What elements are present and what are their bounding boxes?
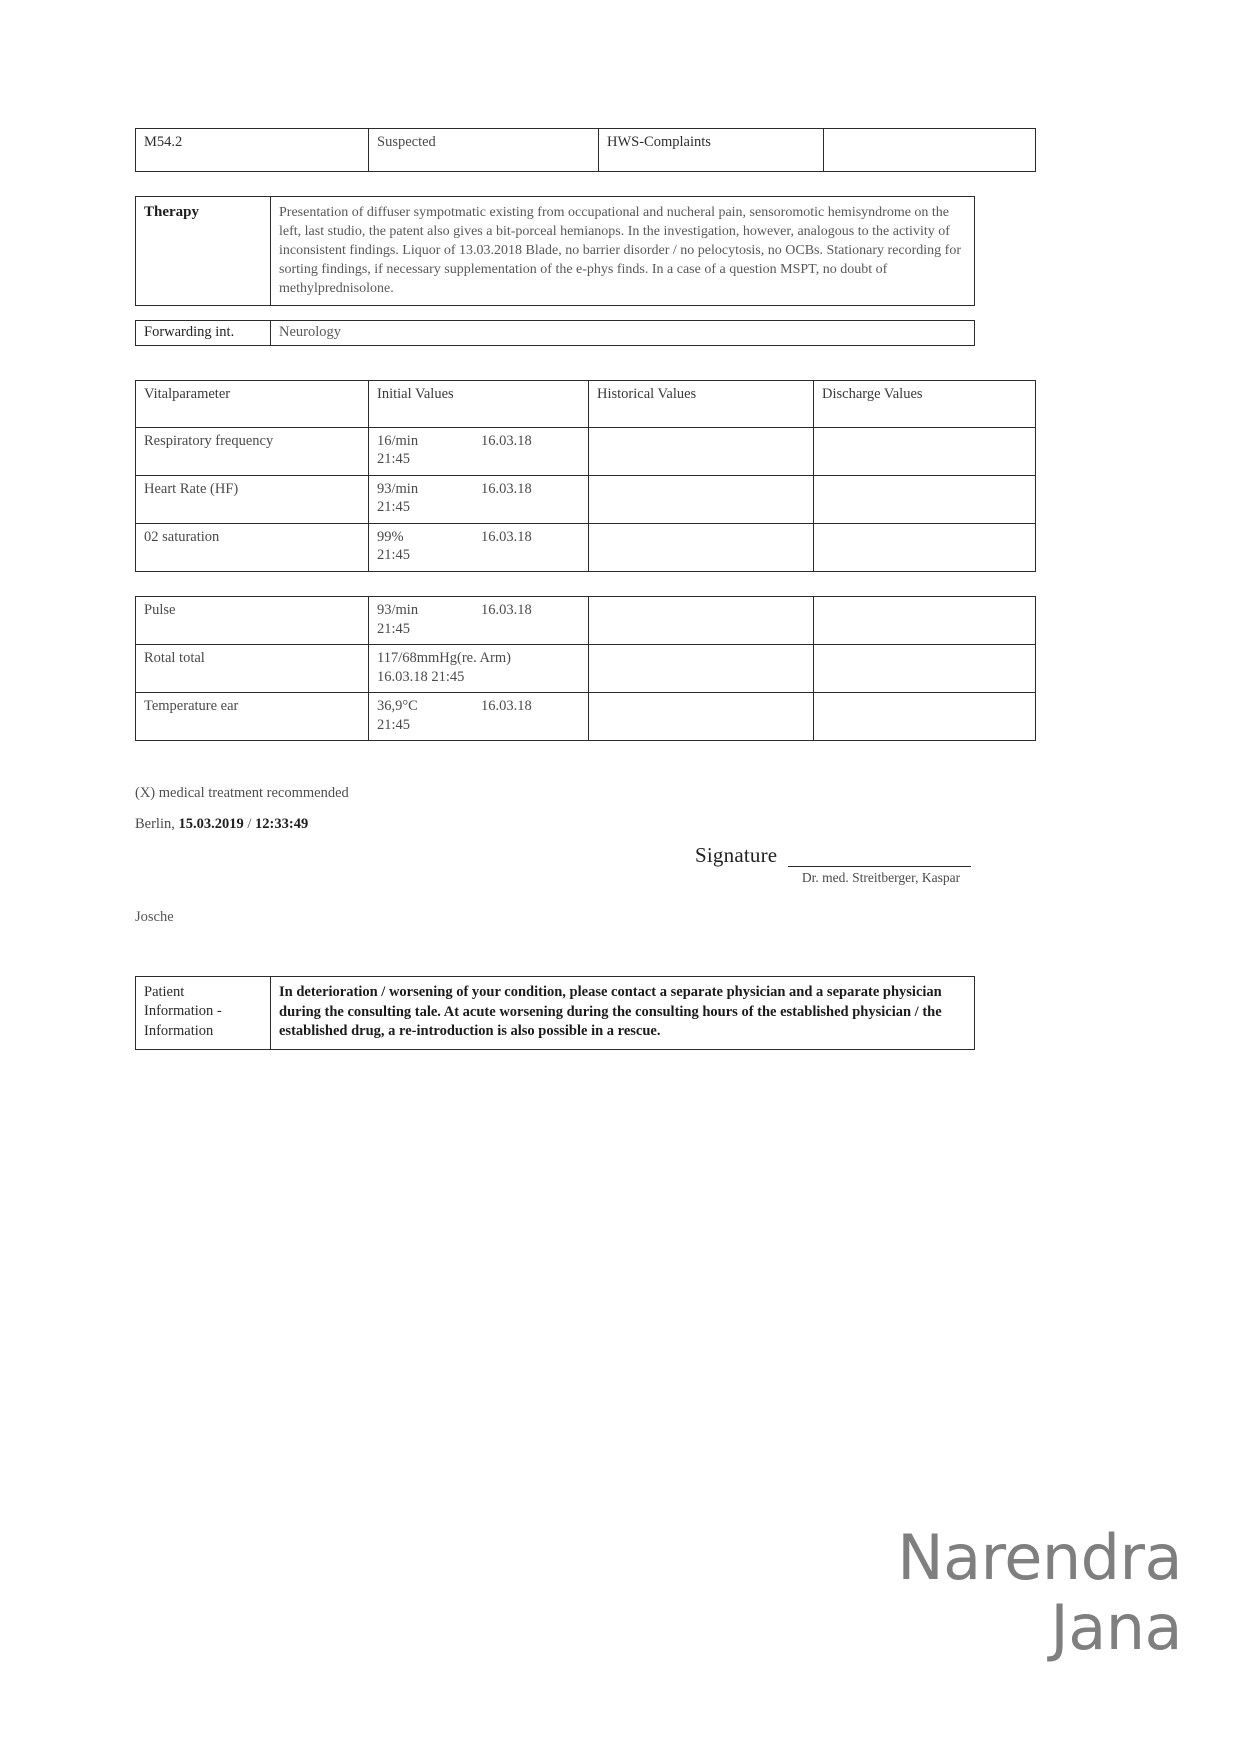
- document-body: [135, 128, 975, 1050]
- table-row: [136, 693, 1036, 741]
- vital-discharge-value: [814, 523, 1036, 571]
- diagnosis-extra: [824, 129, 1036, 172]
- patient-info-label-line2: Information -: [144, 1003, 222, 1020]
- vital-measure-line: [377, 601, 582, 620]
- therapy-text: Presentation of diffuser sympotmatic existing from occupational and nucheral pain, sensoromotic hemisyndrome on the left, last studio, the patent also gives a bit-porceal hemianops. In the investigation, however, analogous to the activity of inconsistent findings. Liquor of 13.03.2018 Blade, no barrier disorder / no pelocytosis, no OCBs. Stationary recording for sorting findings, if necessary supplementation of the e-phys finds. In a case of a question MSPT, no doubt of methylprednisolone.: [271, 197, 975, 306]
- vital-discharge-value: [814, 693, 1036, 741]
- table-row: [136, 645, 1036, 693]
- vital-measure-line: [377, 528, 582, 547]
- vital-discharge-value: [814, 475, 1036, 523]
- diagnosis-description: HWS-Complaints: [599, 129, 824, 172]
- vital-historical-value: [589, 475, 814, 523]
- column-header-initial-values: Initial Values: [369, 380, 589, 427]
- treatment-recommendation: (X) medical treatment recommended: [135, 785, 349, 802]
- vital-initial-value: [369, 596, 589, 644]
- vital-parameter-name: Rotal total: [136, 645, 369, 693]
- forwarding-table: [135, 320, 975, 346]
- patient-information-table: [135, 976, 975, 1050]
- spacer: [135, 741, 975, 785]
- vital-parameter-name: Heart Rate (HF): [136, 475, 369, 523]
- vital-time: 21:45: [377, 620, 411, 637]
- spacer: [135, 172, 975, 196]
- forwarding-label: Forwarding int.: [136, 321, 271, 346]
- spacer: [135, 926, 975, 976]
- table-row: [136, 197, 975, 306]
- table-row: [136, 475, 1036, 523]
- vital-time: 16.03.18 21:45: [377, 668, 465, 685]
- vital-time: 21:45: [377, 451, 411, 468]
- watermark-line-2: Jana: [1050, 1590, 1182, 1664]
- vital-parameter-name: Pulse: [136, 596, 369, 644]
- vital-date: 16.03.18: [481, 698, 532, 715]
- vital-measure: 117/68mmHg(re. Arm): [377, 650, 511, 667]
- forwarding-value: Neurology: [271, 321, 975, 346]
- spacer: [135, 802, 975, 816]
- patient-info-label-line3: Information: [144, 1022, 214, 1039]
- column-header-vitalparameter: Vitalparameter: [136, 380, 369, 427]
- vitals-table-secondary: [135, 596, 1036, 741]
- vital-time: 21:45: [377, 716, 411, 733]
- vital-date: 16.03.18: [481, 528, 532, 545]
- vital-parameter-name: 02 saturation: [136, 523, 369, 571]
- table-row: [136, 321, 975, 346]
- diagnosis-table: [135, 128, 1036, 172]
- vital-historical-value: [589, 523, 814, 571]
- vital-initial-value: [369, 427, 589, 475]
- diagnosis-certainty: Suspected: [369, 129, 599, 172]
- vitals-table-primary: [135, 380, 1036, 572]
- signer-short-name: Josche: [135, 909, 174, 926]
- date-time-separator: /: [247, 816, 252, 833]
- table-row: [136, 977, 975, 1050]
- therapy-label: Therapy: [136, 197, 271, 306]
- spacer: [135, 346, 975, 380]
- vital-date: 16.03.18: [481, 432, 532, 449]
- vital-measure-line: [377, 697, 582, 716]
- vital-discharge-value: [814, 427, 1036, 475]
- column-header-historical-values: Historical Values: [589, 380, 814, 427]
- vital-discharge-value: [814, 645, 1036, 693]
- vital-date: 16.03.18: [481, 480, 532, 497]
- signing-time: 12:33:49: [255, 816, 309, 833]
- vital-discharge-value: [814, 596, 1036, 644]
- therapy-table: [135, 196, 975, 306]
- signature-line: [788, 866, 971, 867]
- vital-measure: 36,9°C: [377, 698, 418, 715]
- diagnosis-code: M54.2: [136, 129, 369, 172]
- spacer: [135, 572, 975, 596]
- signature-label: Signature: [695, 843, 778, 868]
- vital-measure: 93/min: [377, 480, 419, 497]
- patient-info-label-line1: Patient: [144, 984, 185, 1001]
- table-row: [136, 596, 1036, 644]
- vital-initial-value: [369, 693, 589, 741]
- vital-measure: 16/min: [377, 432, 419, 449]
- table-row: [136, 129, 1036, 172]
- vital-initial-value: [369, 645, 589, 693]
- vital-parameter-name: Respiratory frequency: [136, 427, 369, 475]
- vital-measure-line: [377, 432, 582, 451]
- vital-time: 21:45: [377, 499, 411, 516]
- vital-parameter-name: Temperature ear: [136, 693, 369, 741]
- patient-information-label: [136, 977, 271, 1050]
- spacer: [135, 306, 975, 320]
- vital-historical-value: [589, 427, 814, 475]
- signing-date: 15.03.2019: [178, 816, 244, 833]
- vital-measure: 99%: [377, 528, 404, 545]
- column-header-discharge-values: Discharge Values: [814, 380, 1036, 427]
- vital-date: 16.03.18: [481, 601, 532, 618]
- signer-name: Dr. med. Streitberger, Kaspar: [801, 870, 961, 886]
- vital-time: 21:45: [377, 547, 411, 564]
- place-label: Berlin,: [135, 816, 175, 833]
- vital-measure: 93/min: [377, 601, 419, 618]
- vital-initial-value: [369, 475, 589, 523]
- vital-initial-value: [369, 523, 589, 571]
- watermark: [897, 1523, 1182, 1662]
- table-row: [136, 523, 1036, 571]
- signature-block: [135, 843, 975, 909]
- vital-historical-value: [589, 596, 814, 644]
- place-date-line: [135, 816, 975, 833]
- vital-historical-value: [589, 693, 814, 741]
- watermark-line-1: Narendra: [897, 1521, 1182, 1595]
- patient-information-text: In deterioration / worsening of your condition, please contact a separate physician and a separate physician during the consulting tale. At acute worsening during the consulting hours of the established physician / the established drug, a re-introduction is also possible in a rescue.: [271, 977, 975, 1050]
- vital-measure-line: [377, 480, 582, 499]
- vital-historical-value: [589, 645, 814, 693]
- table-row: [136, 427, 1036, 475]
- table-header-row: [136, 380, 1036, 427]
